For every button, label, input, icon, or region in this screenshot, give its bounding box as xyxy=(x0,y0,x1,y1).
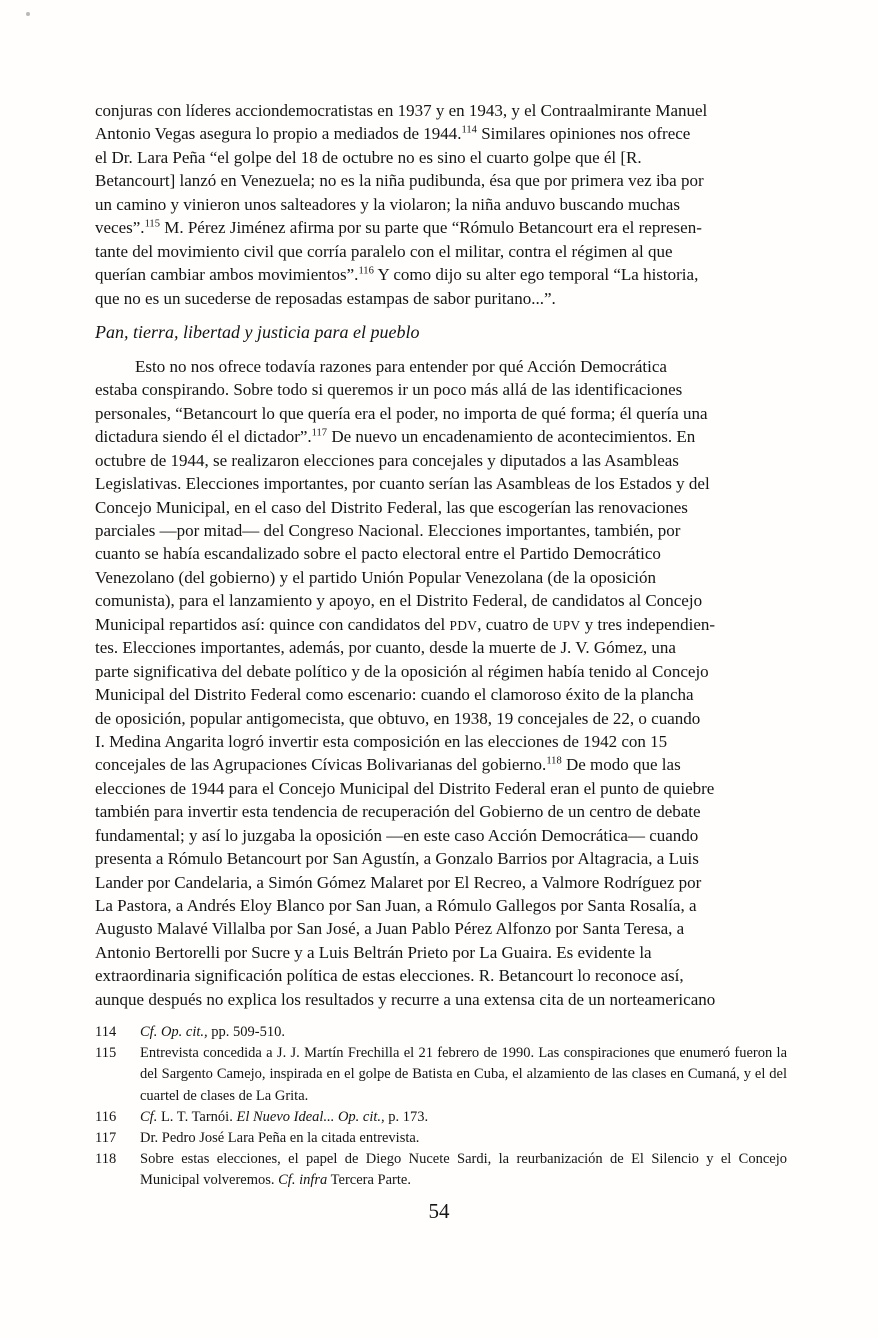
text-line: Esto no nos ofrece todavía razones para entender por qué Acción Democrática xyxy=(135,356,667,376)
footnote-ref: 114 xyxy=(461,124,477,136)
text-line: Lander por Candelaria, a Simón Gómez Malaret por El Recreo, a Valmore Rodríguez por xyxy=(95,872,702,892)
footnote-text: Dr. Pedro José Lara Peña en la citada entrevista. xyxy=(140,1130,420,1147)
text-line: La Pastora, a Andrés Eloy Blanco por San Juan, a Rómulo Gallegos por Santa Rosalía, a xyxy=(95,896,697,915)
footnote xyxy=(95,1128,787,1149)
text-line: el Dr. Lara Peña “el golpe del 18 de octubre no es sino el cuarto golpe que él [R. xyxy=(95,147,642,167)
text-line: de oposición, popular antigomecista, que obtuvo, en 1938, 19 concejales de 22, o cuando xyxy=(95,708,701,728)
text-line: querían cambiar ambos movimientos”.$^{116}$ Y como dijo su alter ego temporal “La historia, xyxy=(95,265,699,285)
footnotes-block xyxy=(95,1022,787,1192)
footnote-number: 118 xyxy=(95,1151,117,1168)
text-line: dictadura siendo él el dictador”.$^{117}$ De nuevo un encadenamiento de acontecimientos. En xyxy=(95,427,696,447)
footnote-ref: 115 xyxy=(144,218,160,230)
section-heading: Pan, tierra, libertad y justicia para el pueblo xyxy=(95,321,420,342)
text-line: que no es un sucederse de reposadas estampas de sabor puritano...”. xyxy=(95,288,556,308)
footnote xyxy=(95,1022,787,1043)
footnote-text: Entrevista concedida a J. J. Martín Frechilla el 21 febrero de 1990. Las conspiraciones que enumeró fueron la del Sargento Camejo, inspirada en el golpe de Batista en Cuba, el alzamiento de las clases en Cumaná, y el del cuartel de clases de La Grita. xyxy=(140,1045,787,1104)
text-line: comunista), para el lanzamiento y apoyo, en el Distrito Federal, de candidatos al Concejo xyxy=(95,591,703,611)
paragraph xyxy=(95,99,787,310)
footnote-text: Cf. Op. cit., pp. 509-510. xyxy=(140,1024,286,1040)
text-line: personales, “Betancourt lo que quería era el poder, no importa de qué forma; él quería una xyxy=(95,403,708,423)
text-line: cuanto se había escandalizado sobre el pacto electoral entre el Partido Democrático xyxy=(95,544,661,564)
footnote-ref: 117 xyxy=(311,427,328,439)
text-line: I. Medina Angarita logró invertir esta composición en las elecciones de 1942 con 15 xyxy=(95,731,668,751)
main-text-block xyxy=(95,99,787,1011)
footnote xyxy=(95,1107,787,1128)
text-line: tes. Elecciones importantes, además, por cuanto, desde la muerte de J. V. Gómez, una xyxy=(95,638,676,658)
text-line: Municipal repartidos así: quince con candidatos del PDV, cuatro de UPV y tres independien- xyxy=(95,614,716,634)
text-line: parciales —por mitad— del Congreso Nacional. Elecciones importantes, también, por xyxy=(95,521,681,540)
text-line: tante del movimiento civil que corría paralelo con el militar, contra el régimen al que xyxy=(95,241,673,261)
text-line: también para invertir esta tendencia de recuperación del Gobierno de un centro de debate xyxy=(95,802,701,822)
text-line: concejales de las Agrupaciones Cívicas Bolivarianas del gobierno.$^{118}$ De modo que las xyxy=(95,755,681,775)
text-line: octubre de 1944, se realizaron elecciones para concejales y diputados a las Asambleas xyxy=(95,450,679,470)
footnote-text: Cf. L. T. Tarnói. El Nuevo Ideal... Op. cit., p. 173. xyxy=(140,1108,429,1125)
scan-artifact xyxy=(26,12,30,16)
text-line: veces”.$^{115}$ M. Pérez Jiménez afirma por su parte que “Rómulo Betancourt era el represen- xyxy=(95,218,702,238)
text-line: elecciones de 1944 para el Concejo Municipal del Distrito Federal eran el punto de quiebre xyxy=(95,778,715,798)
text-line: aunque después no explica los resultados y recurre a una extensa cita de un norteamericano xyxy=(95,989,716,1009)
footnote-number: 117 xyxy=(95,1130,117,1147)
text-line: Legislativas. Elecciones importantes, por cuanto serían las Asambleas de los Estados y del xyxy=(95,474,710,494)
text-line: Municipal del Distrito Federal como escenario: cuando el clamoroso éxito de la plancha xyxy=(95,685,694,705)
text-line: extraordinaria significación política de estas elecciones. R. Betancourt lo reconoce así, xyxy=(95,966,684,986)
footnote-number: 115 xyxy=(95,1045,117,1062)
text-line: estaba conspirando. Sobre todo si queremos ir un poco más allá de las identificaciones xyxy=(95,380,683,400)
page-number: 54 xyxy=(428,1199,450,1223)
paragraph xyxy=(95,355,787,1011)
text-line: Antonio Vegas asegura lo propio a mediados de 1944.$^{114}$ Similares opiniones nos ofrece xyxy=(95,124,691,144)
footnote-ref: 118 xyxy=(546,755,562,767)
text-line: Concejo Municipal, en el caso del Distrito Federal, las que escogerían las renovaciones xyxy=(95,497,688,517)
text-line: Antonio Bertorelli por Sucre y a Luis Beltrán Prieto por La Guaira. Es evidente la xyxy=(95,942,652,962)
footnote xyxy=(95,1149,787,1191)
text-line: Venezolano (del gobierno) y el partido Unión Popular Venezolana (de la oposición xyxy=(95,567,656,587)
footnote-text: Sobre estas elecciones, el papel de Diego Nucete Sardi, la reurbanización de El Silencio y el Concejo Municipal volveremos. Cf. infra Tercera Parte. xyxy=(140,1151,787,1189)
text-line: presenta a Rómulo Betancourt por San Agustín, a Gonzalo Barrios por Altagracia, a Luis xyxy=(95,849,699,869)
footnote-number: 116 xyxy=(95,1108,117,1125)
text-line: un camino y vinieron unos salteadores y la violaron; la niña anduvo buscando muchas xyxy=(95,194,680,214)
text-line: Betancourt] lanzó en Venezuela; no es la niña pudibunda, ésa que por primera vez iba por xyxy=(95,171,704,191)
footnote-ref: 116 xyxy=(358,265,374,277)
text-line: Augusto Malavé Villalba por San José, a Juan Pablo Pérez Alfonzo por Santa Teresa, a xyxy=(95,919,685,939)
footnote xyxy=(95,1043,787,1107)
text-line: parte significativa del debate político y de la oposición al régimen había tenido al Concejo xyxy=(95,661,709,681)
text-line: fundamental; y así lo juzgaba la oposición —en este caso Acción Democrática— cuando xyxy=(95,825,699,845)
text-line: conjuras con líderes acciondemocratistas en 1937 y en 1943, y el Contraalmirante Manuel xyxy=(95,101,708,120)
footnote-number: 114 xyxy=(95,1024,117,1040)
